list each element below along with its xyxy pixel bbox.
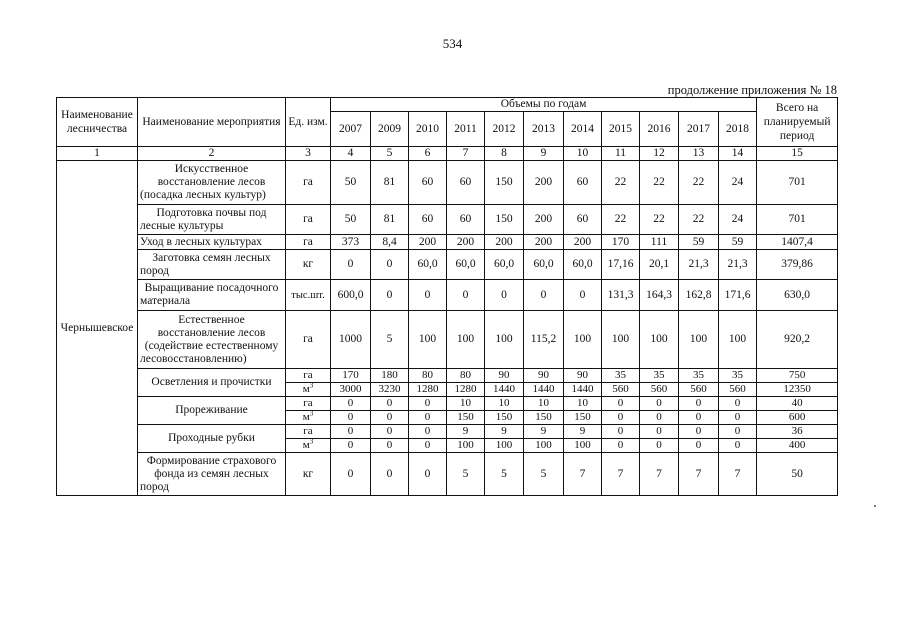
- value-cell: 560: [640, 383, 679, 397]
- value-cell: 21,3: [679, 250, 719, 280]
- value-cell: 5: [371, 311, 409, 369]
- value-cell: 7: [564, 453, 602, 496]
- unit-superscript: 3: [309, 382, 314, 390]
- value-cell: 0: [331, 411, 371, 425]
- value-cell: 150: [485, 205, 524, 235]
- value-cell: 100: [719, 311, 757, 369]
- value-cell: 7: [602, 453, 640, 496]
- header-row: [57, 98, 838, 112]
- column-number: 3: [286, 147, 331, 161]
- value-cell: 0: [640, 411, 679, 425]
- unit-text: м: [302, 383, 310, 395]
- activity-name: Осветления и прочистки: [138, 369, 286, 397]
- value-cell: 200: [524, 205, 564, 235]
- table-row: [57, 425, 838, 439]
- unit-cell: кг: [286, 453, 331, 496]
- value-cell: 0: [409, 453, 447, 496]
- value-cell: 60: [409, 205, 447, 235]
- value-cell: 0: [331, 453, 371, 496]
- value-cell: 0: [371, 397, 409, 411]
- value-cell: 0: [640, 425, 679, 439]
- value-cell: 24: [719, 205, 757, 235]
- value-cell: 100: [640, 311, 679, 369]
- value-cell: 3000: [331, 383, 371, 397]
- value-cell: 9: [524, 425, 564, 439]
- value-cell: 0: [371, 250, 409, 280]
- value-cell: 5: [447, 453, 485, 496]
- table-row: [57, 250, 838, 280]
- column-number: 11: [602, 147, 640, 161]
- total-cell: 40: [757, 397, 838, 411]
- unit-text: га: [303, 369, 313, 381]
- value-cell: 10: [485, 397, 524, 411]
- activity-name: Прореживание: [138, 397, 286, 425]
- value-cell: 24: [719, 161, 757, 205]
- value-cell: 170: [331, 369, 371, 383]
- total-cell: 750: [757, 369, 838, 383]
- activity-name: Естественное восстановление лесов (содействие естественному лесовосстановлению): [138, 311, 286, 369]
- scan-dot: [874, 505, 876, 507]
- header-year: 2017: [679, 112, 719, 147]
- total-cell: 630,0: [757, 280, 838, 311]
- value-cell: 560: [679, 383, 719, 397]
- value-cell: 60,0: [485, 250, 524, 280]
- header-forestry: Наименование лесничества: [57, 98, 138, 147]
- value-cell: 0: [679, 397, 719, 411]
- value-cell: 60,0: [564, 250, 602, 280]
- value-cell: 0: [719, 411, 757, 425]
- value-cell: 100: [447, 439, 485, 453]
- value-cell: 35: [679, 369, 719, 383]
- total-cell: 1407,4: [757, 235, 838, 250]
- value-cell: 0: [409, 411, 447, 425]
- activity-name: Формирование страхового фонда из семян лесных пород: [138, 453, 286, 496]
- header-year: 2007: [331, 112, 371, 147]
- value-cell: 90: [564, 369, 602, 383]
- column-number: 10: [564, 147, 602, 161]
- value-cell: 35: [719, 369, 757, 383]
- value-cell: 150: [524, 411, 564, 425]
- value-cell: 100: [564, 311, 602, 369]
- value-cell: 200: [447, 235, 485, 250]
- column-number-row: [57, 147, 838, 161]
- value-cell: 7: [719, 453, 757, 496]
- value-cell: 0: [371, 411, 409, 425]
- value-cell: 22: [679, 205, 719, 235]
- activity-name: Заготовка семян лесных пород: [138, 250, 286, 280]
- value-cell: 22: [640, 205, 679, 235]
- activity-name: Выращивание посадочного материала: [138, 280, 286, 311]
- value-cell: 373: [331, 235, 371, 250]
- unit-cell: га: [286, 205, 331, 235]
- value-cell: 22: [679, 161, 719, 205]
- value-cell: 150: [485, 161, 524, 205]
- value-cell: 0: [331, 397, 371, 411]
- value-cell: 60: [564, 205, 602, 235]
- value-cell: 200: [524, 161, 564, 205]
- forestry-activities-table: [56, 97, 838, 496]
- value-cell: 60,0: [409, 250, 447, 280]
- value-cell: 0: [640, 397, 679, 411]
- header-year: 2015: [602, 112, 640, 147]
- table-row: [57, 235, 838, 250]
- value-cell: 0: [331, 439, 371, 453]
- total-cell: 920,2: [757, 311, 838, 369]
- value-cell: 81: [371, 161, 409, 205]
- column-number: 14: [719, 147, 757, 161]
- value-cell: 0: [719, 439, 757, 453]
- value-cell: 90: [524, 369, 564, 383]
- value-cell: 7: [679, 453, 719, 496]
- value-cell: 1440: [524, 383, 564, 397]
- value-cell: 0: [564, 280, 602, 311]
- value-cell: 0: [524, 280, 564, 311]
- value-cell: 100: [679, 311, 719, 369]
- value-cell: 60: [447, 205, 485, 235]
- value-cell: 0: [602, 397, 640, 411]
- header-year: 2012: [485, 112, 524, 147]
- value-cell: 7: [640, 453, 679, 496]
- unit-cell: га: [286, 161, 331, 205]
- value-cell: 0: [331, 250, 371, 280]
- total-cell: 600: [757, 411, 838, 425]
- value-cell: 100: [485, 439, 524, 453]
- table-row: [57, 397, 838, 411]
- value-cell: 150: [447, 411, 485, 425]
- value-cell: 180: [371, 369, 409, 383]
- unit-cell: га: [286, 311, 331, 369]
- table-row: [57, 280, 838, 311]
- column-number: 1: [57, 147, 138, 161]
- value-cell: 9: [485, 425, 524, 439]
- value-cell: 111: [640, 235, 679, 250]
- header-unit: Ед. изм.: [286, 98, 331, 147]
- value-cell: 560: [719, 383, 757, 397]
- value-cell: 60: [447, 161, 485, 205]
- total-cell: 50: [757, 453, 838, 496]
- table-row: [57, 161, 838, 205]
- activity-name: Подготовка почвы под лесные культуры: [138, 205, 286, 235]
- value-cell: 0: [331, 425, 371, 439]
- column-number: 9: [524, 147, 564, 161]
- value-cell: 200: [409, 235, 447, 250]
- value-cell: 0: [679, 425, 719, 439]
- value-cell: 0: [371, 280, 409, 311]
- value-cell: 90: [485, 369, 524, 383]
- value-cell: 100: [564, 439, 602, 453]
- value-cell: 22: [602, 161, 640, 205]
- value-cell: 50: [331, 161, 371, 205]
- value-cell: 150: [485, 411, 524, 425]
- value-cell: 80: [447, 369, 485, 383]
- unit-cell: [286, 411, 331, 425]
- value-cell: 0: [409, 425, 447, 439]
- header-year: 2010: [409, 112, 447, 147]
- unit-text: га: [303, 425, 313, 437]
- value-cell: 9: [447, 425, 485, 439]
- value-cell: 35: [640, 369, 679, 383]
- unit-cell: [286, 369, 331, 383]
- value-cell: 0: [679, 411, 719, 425]
- unit-cell: [286, 439, 331, 453]
- value-cell: 5: [524, 453, 564, 496]
- value-cell: 0: [640, 439, 679, 453]
- value-cell: 171,6: [719, 280, 757, 311]
- header-year: 2011: [447, 112, 485, 147]
- value-cell: 81: [371, 205, 409, 235]
- value-cell: 131,3: [602, 280, 640, 311]
- value-cell: 200: [485, 235, 524, 250]
- value-cell: 0: [679, 439, 719, 453]
- value-cell: 0: [602, 411, 640, 425]
- value-cell: 80: [409, 369, 447, 383]
- value-cell: 59: [679, 235, 719, 250]
- value-cell: 0: [602, 439, 640, 453]
- value-cell: 100: [409, 311, 447, 369]
- value-cell: 10: [447, 397, 485, 411]
- value-cell: 115,2: [524, 311, 564, 369]
- value-cell: 22: [640, 161, 679, 205]
- value-cell: 0: [719, 425, 757, 439]
- header-year: 2014: [564, 112, 602, 147]
- value-cell: 1280: [447, 383, 485, 397]
- header-year: 2016: [640, 112, 679, 147]
- value-cell: 22: [602, 205, 640, 235]
- value-cell: 150: [564, 411, 602, 425]
- total-cell: 701: [757, 161, 838, 205]
- continuation-note: продолжение приложения № 18: [667, 83, 837, 97]
- activity-name: Искусственное восстановление лесов (посадка лесных культур): [138, 161, 286, 205]
- value-cell: 600,0: [331, 280, 371, 311]
- activity-name: Уход в лесных культурах: [138, 235, 286, 250]
- value-cell: 100: [524, 439, 564, 453]
- unit-cell: [286, 397, 331, 411]
- header-volumes: Объемы по годам: [331, 98, 757, 112]
- value-cell: 0: [409, 397, 447, 411]
- value-cell: 0: [485, 280, 524, 311]
- value-cell: 0: [409, 280, 447, 311]
- value-cell: 1440: [485, 383, 524, 397]
- header-activity: Наименование мероприятия: [138, 98, 286, 147]
- column-number: 12: [640, 147, 679, 161]
- unit-text: м: [302, 411, 310, 423]
- table-row: [57, 453, 838, 496]
- value-cell: 59: [719, 235, 757, 250]
- unit-cell: [286, 383, 331, 397]
- value-cell: 60,0: [524, 250, 564, 280]
- total-cell: 36: [757, 425, 838, 439]
- value-cell: 1000: [331, 311, 371, 369]
- total-cell: 701: [757, 205, 838, 235]
- total-cell: 379,86: [757, 250, 838, 280]
- unit-superscript: 3: [309, 438, 314, 446]
- column-number: 13: [679, 147, 719, 161]
- value-cell: 100: [602, 311, 640, 369]
- unit-cell: кг: [286, 250, 331, 280]
- column-number: 8: [485, 147, 524, 161]
- value-cell: 1280: [409, 383, 447, 397]
- value-cell: 0: [447, 280, 485, 311]
- unit-cell: [286, 425, 331, 439]
- unit-text: м: [302, 439, 310, 451]
- column-number: 4: [331, 147, 371, 161]
- value-cell: 100: [447, 311, 485, 369]
- value-cell: 9: [564, 425, 602, 439]
- column-number: 7: [447, 147, 485, 161]
- table-row: [57, 311, 838, 369]
- table-row: [57, 369, 838, 383]
- value-cell: 0: [409, 439, 447, 453]
- value-cell: 20,1: [640, 250, 679, 280]
- value-cell: 0: [371, 439, 409, 453]
- header-total: Всего на планируемый период: [757, 98, 838, 147]
- total-cell: 12350: [757, 383, 838, 397]
- column-number: 5: [371, 147, 409, 161]
- forestry-name: Чернышевское: [57, 161, 138, 496]
- table-row: [57, 205, 838, 235]
- value-cell: 21,3: [719, 250, 757, 280]
- value-cell: 5: [485, 453, 524, 496]
- value-cell: 17,16: [602, 250, 640, 280]
- value-cell: 60,0: [447, 250, 485, 280]
- value-cell: 200: [564, 235, 602, 250]
- value-cell: 0: [371, 425, 409, 439]
- value-cell: 60: [409, 161, 447, 205]
- value-cell: 560: [602, 383, 640, 397]
- value-cell: 100: [485, 311, 524, 369]
- unit-text: га: [303, 397, 313, 409]
- value-cell: 200: [524, 235, 564, 250]
- value-cell: 170: [602, 235, 640, 250]
- column-number: 2: [138, 147, 286, 161]
- column-number: 6: [409, 147, 447, 161]
- value-cell: 10: [564, 397, 602, 411]
- unit-cell: га: [286, 235, 331, 250]
- page-number: 534: [442, 36, 463, 51]
- unit-superscript: 3: [309, 410, 314, 418]
- unit-cell: тыс.шт.: [286, 280, 331, 311]
- header-year: 2018: [719, 112, 757, 147]
- value-cell: 164,3: [640, 280, 679, 311]
- value-cell: 3230: [371, 383, 409, 397]
- value-cell: 0: [602, 425, 640, 439]
- column-number: 15: [757, 147, 838, 161]
- value-cell: 35: [602, 369, 640, 383]
- total-cell: 400: [757, 439, 838, 453]
- value-cell: 162,8: [679, 280, 719, 311]
- value-cell: 0: [719, 397, 757, 411]
- value-cell: 60: [564, 161, 602, 205]
- value-cell: 10: [524, 397, 564, 411]
- header-year: 2013: [524, 112, 564, 147]
- value-cell: 0: [371, 453, 409, 496]
- value-cell: 50: [331, 205, 371, 235]
- value-cell: 1440: [564, 383, 602, 397]
- value-cell: 8,4: [371, 235, 409, 250]
- activity-name: Проходные рубки: [138, 425, 286, 453]
- header-year: 2009: [371, 112, 409, 147]
